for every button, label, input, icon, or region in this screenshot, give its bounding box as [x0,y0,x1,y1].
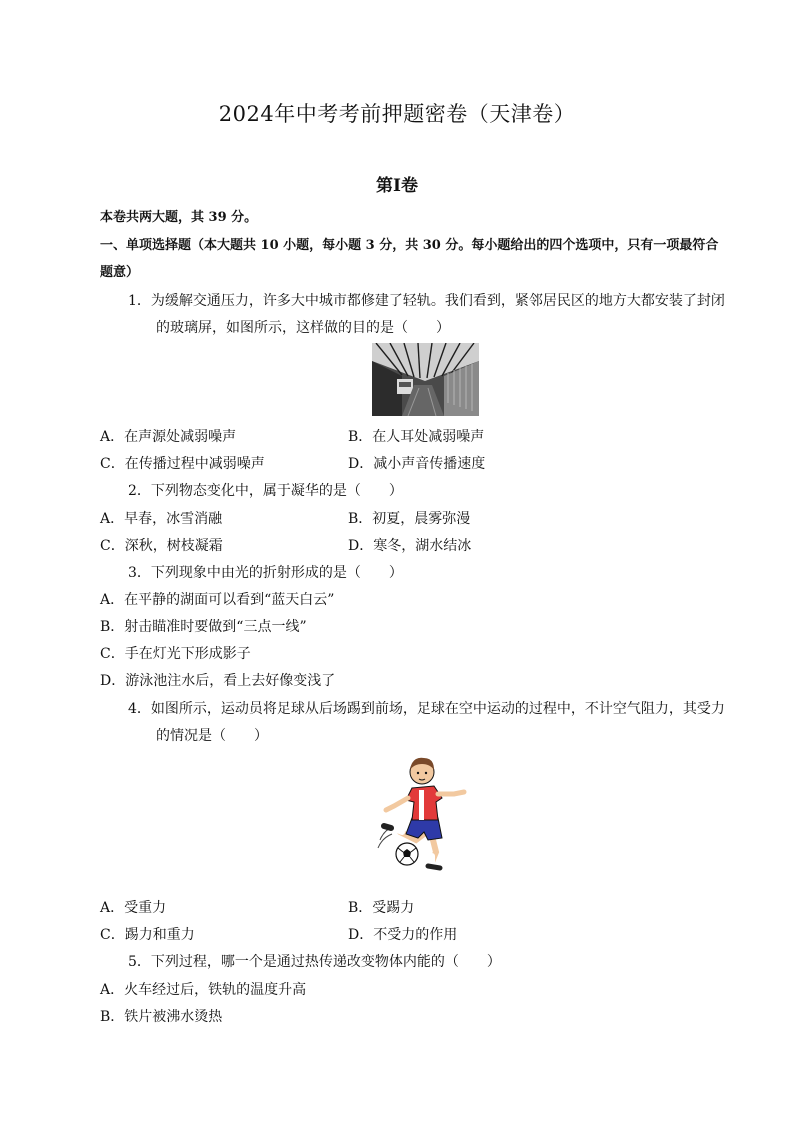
q2-option-d: D．寒冬，湖水结冰 [348,538,472,554]
q1-option-d: D．减小声音传播速度 [348,456,486,472]
q5-stem: 5．下列过程，哪一个是通过热传递改变物体内能的（ ） [128,954,501,970]
volume-intro: 本卷共两大题，其 39 分。 [100,210,258,225]
q1-option-c: C．在传播过程中减弱噪声 [100,456,265,472]
q4-stem-line1: 4．如图所示，运动员将足球从后场踢到前场，足球在空中运动的过程中，不计空气阻力，其受力 [128,701,725,717]
q4-option-d: D．不受力的作用 [348,927,458,943]
q1-stem-line2: 的玻璃屏，如图所示，这样做的目的是（ ） [156,320,450,336]
q3-option-c: C．手在灯光下形成影子 [100,646,251,662]
q4-option-c: C．踢力和重力 [100,927,195,943]
q2-option-b: B．初夏，晨雾弥漫 [348,511,471,527]
q2-option-c: C．深秋，树枝凝霜 [100,538,223,554]
q3-option-d: D．游泳池注水后，看上去好像变浅了 [100,673,336,689]
light-rail-tunnel-figure [372,343,479,416]
section-heading-line2: 题意） [100,265,140,280]
q3-stem: 3．下列现象中由光的折射形成的是（ ） [128,565,403,581]
q1-option-a: A．在声源处减弱噪声 [100,429,237,445]
section-heading-line1: 一、单项选择题（本大题共 10 小题，每小题 3 分，共 30 分。每小题给出的四个选项中，只有一项最符合 [100,238,719,253]
q4-option-b: B．受踢力 [348,900,415,916]
volume-heading: 第Ⅰ卷 [376,176,418,196]
q5-option-b: B．铁片被沸水烫热 [100,1009,223,1025]
soccer-player-figure [372,748,472,878]
q1-stem-line1: 1．为缓解交通压力，许多大中城市都修建了轻轨。我们看到，紧邻居民区的地方大都安装了封闭 [128,293,725,309]
q2-stem: 2．下列物态变化中，属于凝华的是（ ） [128,483,403,499]
q4-stem-line2: 的情况是（ ） [156,728,268,744]
exam-title: 2024年中考考前押题密卷（天津卷） [218,102,576,126]
q4-option-a: A．受重力 [100,900,167,916]
q2-option-a: A．早春，冰雪消融 [100,511,223,527]
q1-option-b: B．在人耳处减弱噪声 [348,429,485,445]
q3-option-a: A．在平静的湖面可以看到“蓝天白云” [100,592,335,608]
q3-option-b: B．射击瞄准时要做到“三点一线” [100,619,307,635]
q5-option-a: A．火车经过后，铁轨的温度升高 [100,982,307,998]
